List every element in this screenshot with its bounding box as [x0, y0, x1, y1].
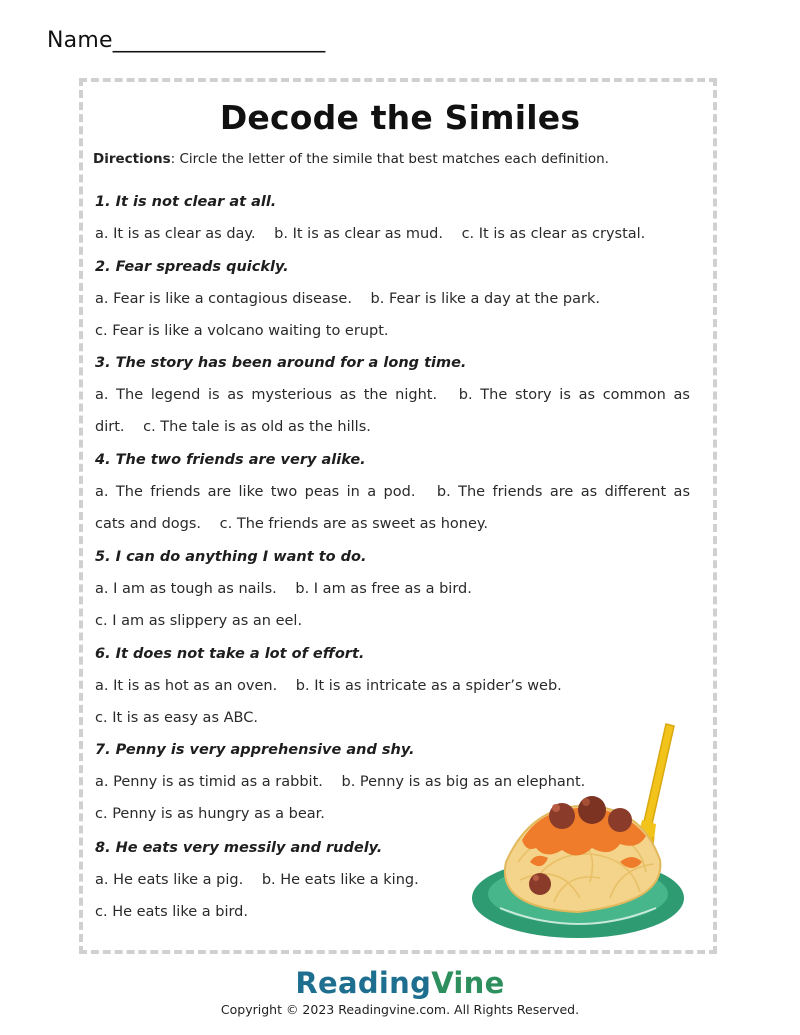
answer-option[interactable]: c. I am as slippery as an eel.	[95, 613, 303, 629]
answer-line	[95, 581, 472, 597]
question-title: 7. Penny is very apprehensive and shy.	[95, 742, 415, 758]
answer-line	[95, 613, 302, 629]
answer-line	[95, 291, 600, 307]
answer-option[interactable]: a. The friends are like two peas in a pod.	[95, 484, 416, 500]
answer-line	[95, 387, 690, 403]
answer-option[interactable]: c. It is as easy as ABC.	[95, 710, 258, 726]
answer-line	[95, 516, 488, 532]
answer-line	[95, 904, 248, 920]
answer-line	[95, 323, 389, 339]
answer-option[interactable]: b. The friends are as different as	[436, 484, 690, 500]
answer-option[interactable]: a. Penny is as timid as a rabbit.	[95, 774, 323, 790]
answer-option[interactable]: cats and dogs.	[95, 516, 202, 532]
copyright-text: Copyright © 2023 Readingvine.com. All Rights Reserved.	[220, 1002, 580, 1017]
answer-line	[95, 872, 419, 888]
question-title: 4. The two friends are very alike.	[95, 452, 366, 468]
answer-option[interactable]: b. I am as free as a bird.	[295, 581, 472, 597]
brand-logo	[0, 966, 800, 1000]
answer-option[interactable]: b. It is as intricate as a spider’s web.	[295, 678, 562, 694]
spaghetti-meatballs-icon	[470, 712, 690, 944]
answer-option[interactable]: b. Penny is as big as an elephant.	[341, 774, 586, 790]
directions	[93, 151, 609, 167]
answer-line	[95, 226, 645, 242]
answer-option[interactable]: c. He eats like a bird.	[95, 904, 248, 920]
answer-option[interactable]: b. The story is as common as	[458, 387, 690, 403]
answer-option[interactable]: a. It is as hot as an oven.	[95, 678, 278, 694]
answer-line	[95, 484, 690, 500]
answer-option[interactable]: c. Penny is as hungry as a bear.	[95, 806, 325, 822]
answer-option[interactable]: c. It is as clear as crystal.	[461, 226, 646, 242]
answer-line	[95, 678, 562, 694]
question-title: 6. It does not take a lot of effort.	[95, 646, 365, 662]
answer-option[interactable]: c. The tale is as old as the hills.	[143, 419, 371, 435]
question-title: 3. The story has been around for a long time.	[95, 355, 467, 371]
brand-vine: Vine	[431, 966, 505, 1000]
answer-option[interactable]: b. It is as clear as mud.	[274, 226, 443, 242]
worksheet-title: Decode the Similes	[219, 98, 581, 137]
question-title: 2. Fear spreads quickly.	[95, 259, 289, 275]
answer-option[interactable]: a. It is as clear as day.	[95, 226, 256, 242]
answer-line	[95, 710, 258, 726]
directions-label: Directions	[93, 151, 171, 167]
answer-line	[95, 806, 325, 822]
brand-reading: Reading	[295, 966, 432, 1000]
answer-option[interactable]: a. Fear is like a contagious disease.	[95, 291, 352, 307]
answer-option[interactable]: c. Fear is like a volcano waiting to erupt.	[95, 323, 389, 339]
answer-option[interactable]: a. He eats like a pig.	[95, 872, 244, 888]
answer-option[interactable]: a. I am as tough as nails.	[95, 581, 277, 597]
answer-option[interactable]: dirt.	[95, 419, 125, 435]
name-field: Name___________________	[47, 28, 326, 53]
question-title: 1. It is not clear at all.	[95, 194, 277, 210]
question-title: 8. He eats very messily and rudely.	[95, 840, 383, 856]
answer-option[interactable]: c. The friends are as sweet as honey.	[219, 516, 488, 532]
answer-option[interactable]: a. The legend is as mysterious as the night.	[95, 387, 438, 403]
answer-line	[95, 419, 371, 435]
answer-option[interactable]: b. Fear is like a day at the park.	[370, 291, 600, 307]
question-title: 5. I can do anything I want to do.	[95, 549, 367, 565]
directions-text: : Circle the letter of the simile that best matches each definition.	[170, 151, 609, 167]
answer-option[interactable]: b. He eats like a king.	[261, 872, 419, 888]
